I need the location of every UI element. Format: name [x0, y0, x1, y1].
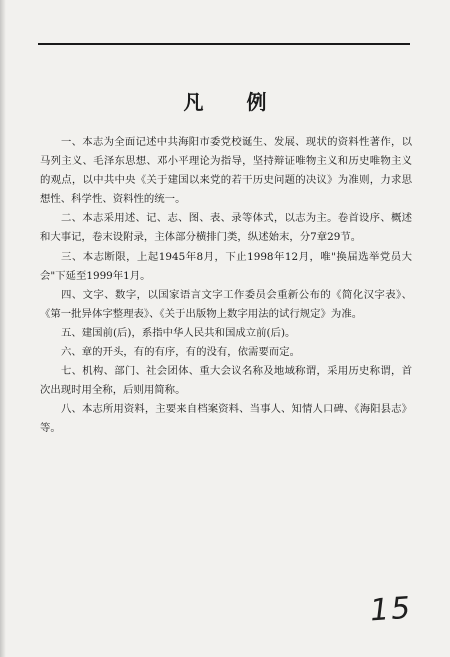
- guideline-item-6: 六、章的开头，有的有序，有的没有，依需要而定。: [61, 346, 300, 359]
- guideline-item-7: 七、机构、部门、社会团体、重大会议名称及地域称谓，采用历史称谓，首次出现时用全称，后则用简称。: [40, 365, 412, 397]
- page-title: 凡 例: [183, 90, 285, 114]
- guideline-item-4: 四、文字、数字，以国家语言文字工作委员会重新公布的《简化汉字表》、《第一批异体字整理表》、《关于出版物上数字用法的试行规定》为准。: [40, 288, 412, 320]
- guideline-item-3: 三、本志断限，上起1945年8月，下止1998年12月，唯"换届选举党员大会"下延至1999年1月。: [40, 250, 412, 282]
- guideline-item-1: 一、本志为全面记述中共海阳市委党校诞生、发展、现状的资料性著作，以马列主义、毛泽东思想、邓小平理论为指导，坚持辩证唯物主义和历史唯物主义的观点，以中共中央《关于建国以来党的若干历史问题的决议》为准则，力求思想性、科学性、资料性的统一。: [40, 136, 412, 206]
- guideline-item-5: 五、建国前(后)，系指中华人民共和国成立前(后)。: [61, 326, 296, 339]
- handwritten-page-number: 15: [368, 590, 414, 629]
- guideline-item-8: 八、本志所用资料，主要来自档案资料、当事人、知情人口碑、《海阳县志》等。: [40, 403, 412, 435]
- guideline-item-2: 二、本志采用述、记、志、图、表、录等体式，以志为主。卷首设序、概述和大事记，卷末设附录，主体部分横排门类，纵述始末，分7章29节。: [40, 212, 412, 244]
- guidelines-body: [40, 133, 412, 439]
- header-rule: [38, 43, 410, 45]
